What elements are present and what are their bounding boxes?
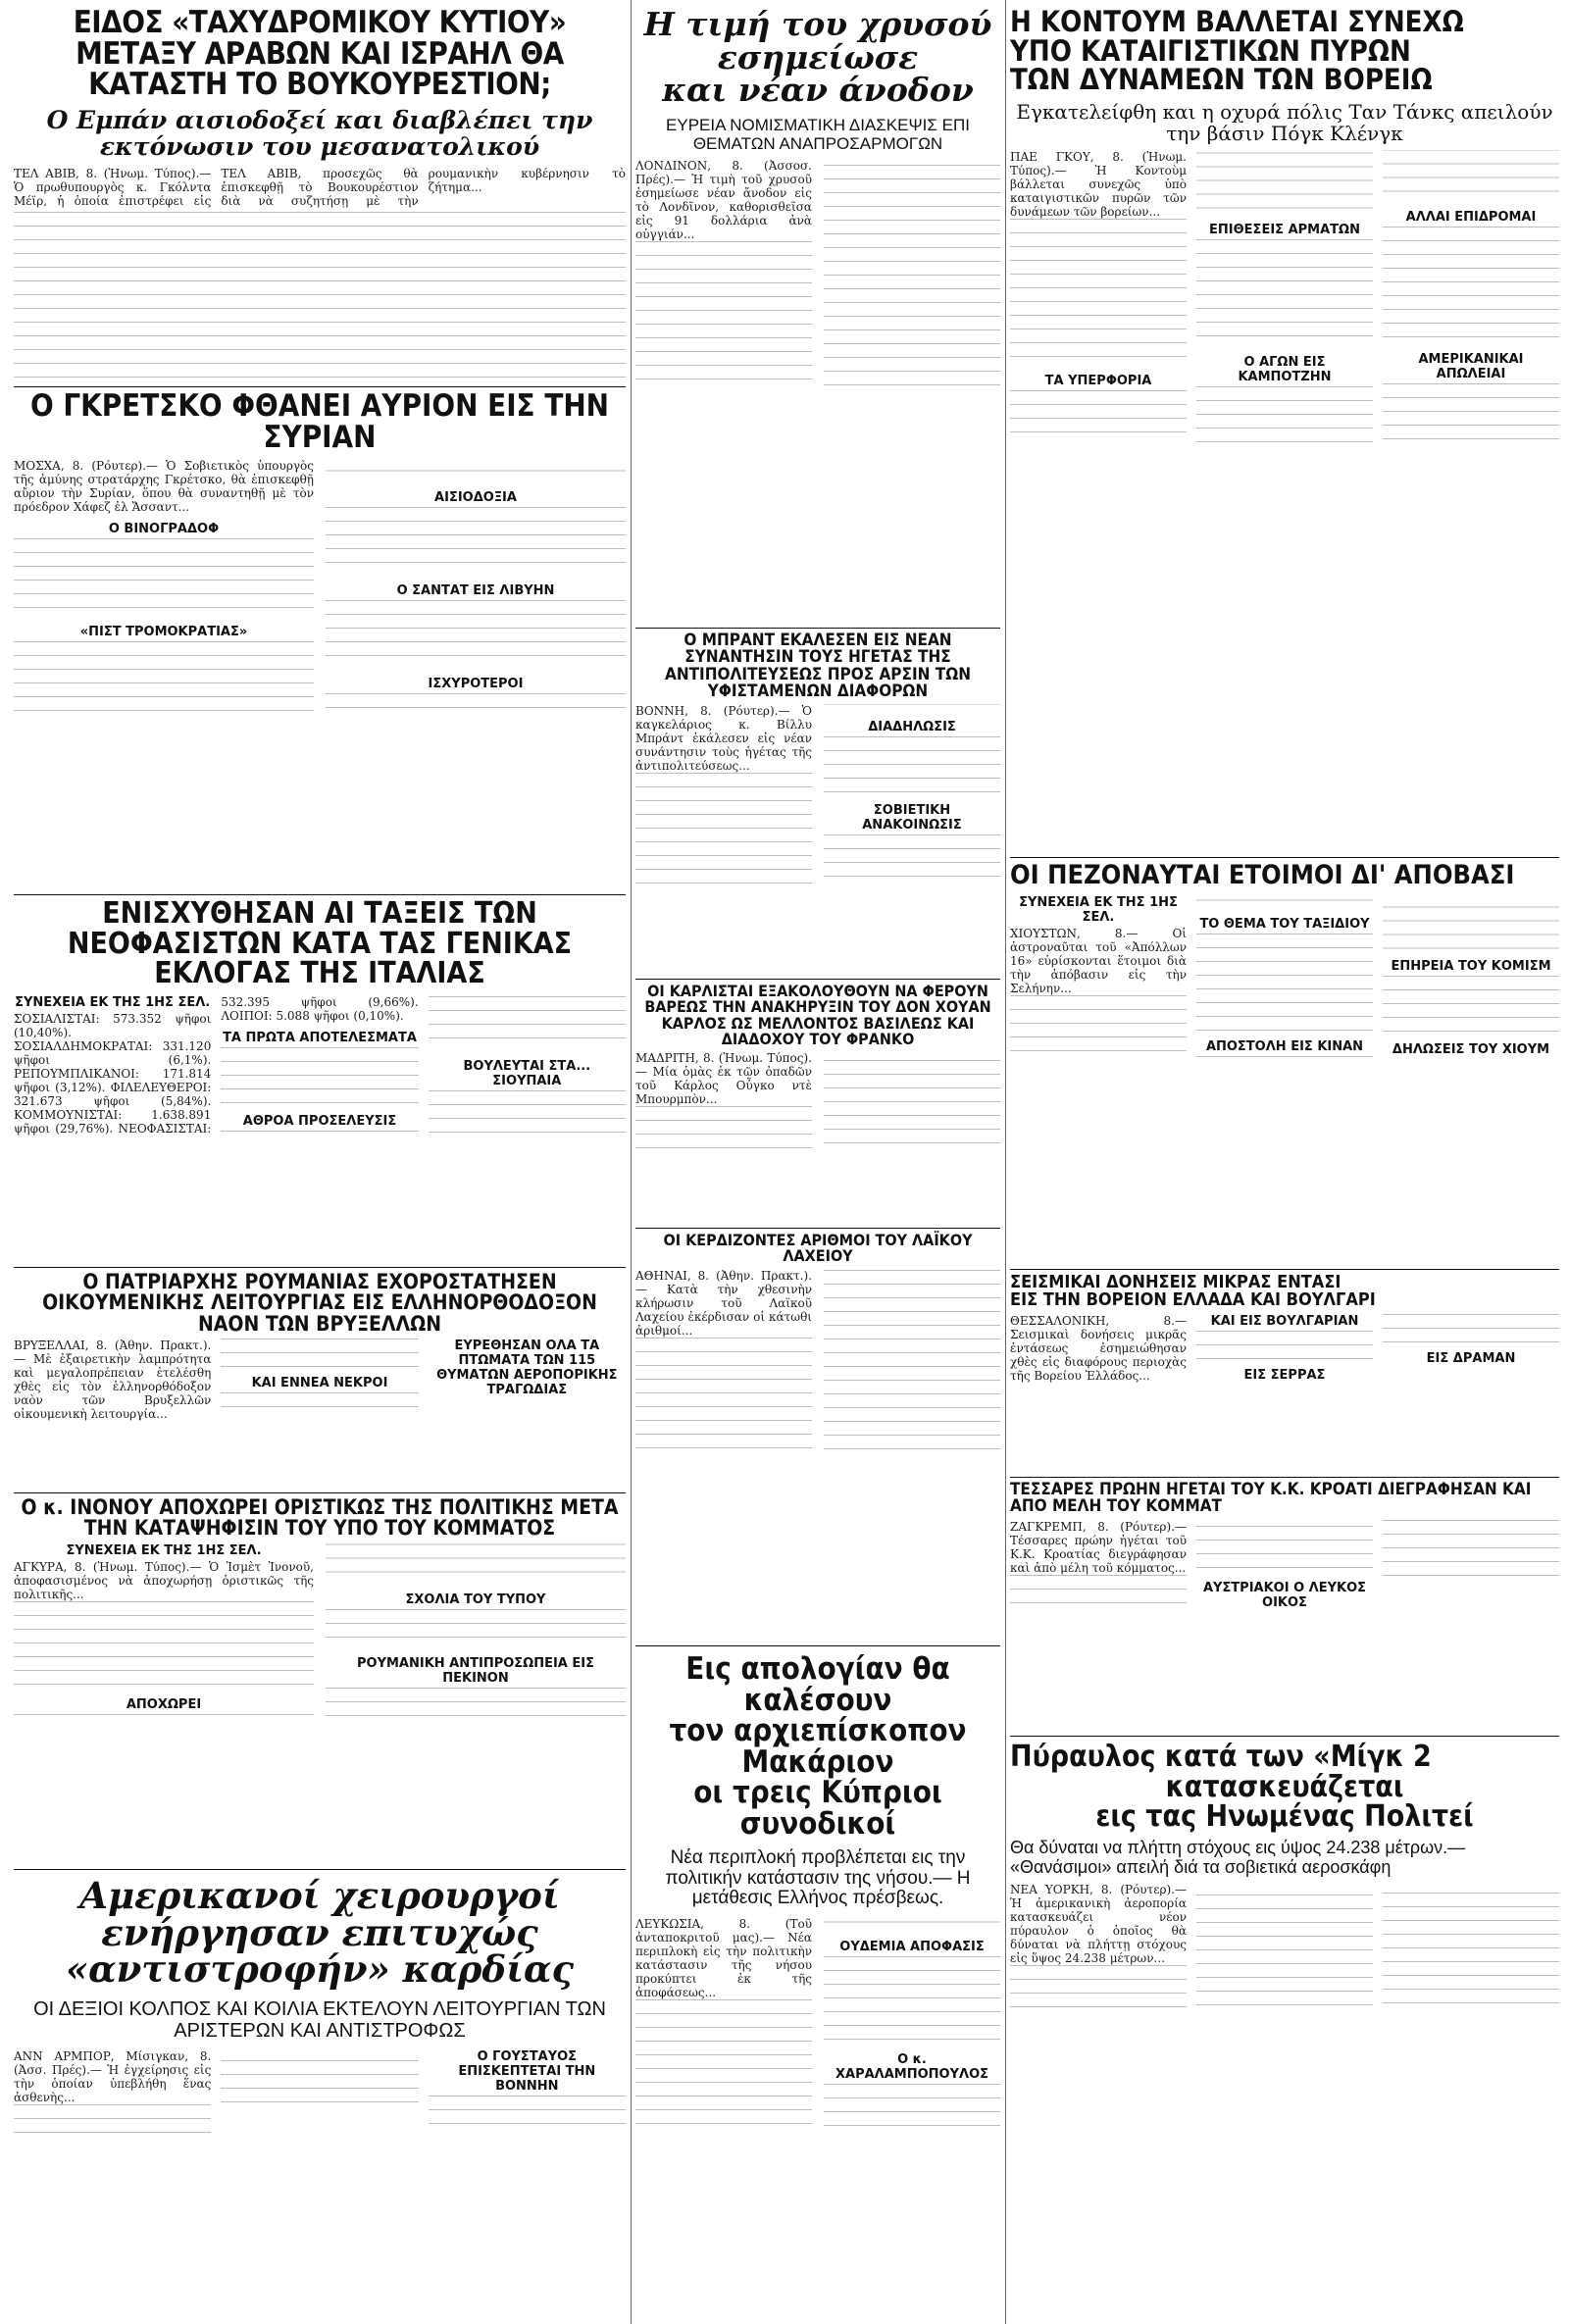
subhead-us-losses: ΑΜΕΡΙΚΑΝΙΚΑΙ ΑΠΩΛΕΙΑΙ xyxy=(1418,352,1524,382)
subhead-tank-attacks: ΕΠΙΘΕΣΕΙΣ ΑΡΜΑΤΩΝ xyxy=(1209,223,1360,238)
text-lines xyxy=(1383,383,1559,442)
body-postbox: ΤΕΛ ΑΒΙΒ, 8. (Ἠνωμ. Τύπος).— Ὁ πρωθυπουργὸς κ. Γκόλντα Μέϊρ, ἡ ὁποία ἐπιστρέφει εἰς ΤΕΛ ΑΒΙΒ, προσεχῶς θὰ ἐπισκεφθῇ τὸ Βουκουρέστιον διὰ νὰ συζητήσῃ μὲ τὴν ρουμανικὴν κυβέρνησιν τὸ ζήτημα... xyxy=(14,166,626,208)
text-lines xyxy=(221,1339,418,1368)
text-lines xyxy=(1196,934,1373,1032)
subhead-serres: ΕΙΣ ΣΕΡΡΑΣ xyxy=(1243,1367,1326,1383)
deck-postbox: Ο Εμπάν αισιοδοξεί και διαβλέπει την εκτόνωσιν του μεσανατολικού xyxy=(46,105,593,162)
headline-gold-line3: και νέαν άνοδον xyxy=(662,71,974,110)
body-grechko: ΜΟΣΧΑ, 8. (Ρόυτερ).— Ὁ Σοβιετικὸς ὑπουργὸς τῆς ἀμύνης στρατάρχης Γκρέτσκο, θὰ ἐπισκεφθῇ αὔριον τὴν Συρίαν, ὅπου θὰ συναντηθῇ μὲ τὸν πρόεδρον Χάφεζ ἐλ Ἄσσαντ... xyxy=(14,459,314,515)
headline-astronauts: ΟΙ ΠΕΖΟΝΑΥΤΑΙ ΕΤΟΙΜΟΙ ΔΙ' ΑΠΟΒΑΣΙ xyxy=(1010,860,1515,890)
continued-label: ΣΥΝΕΧΕΙΑ ΕΚ ΤΗΣ 1ΗΣ ΣΕΛ. xyxy=(1019,894,1178,925)
subhead-vinogradov: Ο ΒΙΝΟΓΡΑΔΟΦ xyxy=(108,522,220,537)
subhead-mps: ΒΟΥΛΕΥΤΑΙ ΣΤΑ... ΣΙΟΥΠΑΙΑ xyxy=(463,1058,591,1088)
subhead-bulgaria: ΚΑΙ ΕΙΣ ΒΟΥΛΓΑΡΙΑΝ xyxy=(1210,1313,1359,1329)
column-divider xyxy=(1005,0,1006,2324)
body-mig: ΝΕΑ ΥΟΡΚΗ, 8. (Ρόυτερ).— Ἡ ἀμερικανικὴ ἀεροπορία κατασκευάζει νέον πύραυλον ὁ ὁποῖος θὰ δύναται νὰ πλήττῃ στόχους εἰς ὕψος 24.238 μέτρων... xyxy=(1010,1883,1187,1966)
headline-croatia: ΤΕΣΣΑΡΕΣ ΠΡΩΗΝ ΗΓΕΤΑΙ ΤΟΥ Κ.Κ. ΚΡΟΑΤΙ ΔΙΕΓΡΑΦΗΣΑΝ ΚΑΙ ΑΠΟ ΜΕΛΗ ΤΟΥ ΚΟΜΜΑΤ xyxy=(1010,1480,1532,1517)
headline-mig-line3: εις τας Ηνωμένας Πολιτεί xyxy=(1095,1799,1474,1835)
body-neofascists: ΣΟΣΙΑΛΙΣΤΑΙ: 573.352 ψῆφοι (10,40%). ΣΟΣΙΑΛΔΗΜΟΚΡΑΤΑΙ: 331.120 ψῆφοι (6,1%). ΡΕΠΟΥΜΠΛΙΚΑΝΟΙ: 171.814 ψῆφοι (3,12%). ΦΙΛΕΛΕΥΘΕΡΟΙ: 321.673 ψῆφοι (5,84%). ΚΟΜΜΟΥΝΙΣΤΑΙ: 1.638.891 ψῆφοι (29,76%). ΝΕΟΦΑΣΙΣΤΑΙ: 532.395 ψῆφοι (9,66%). ΛΟΙΠΟΙ: 5.088 ψῆφοι (0,10%). xyxy=(14,994,419,1136)
body-carlos: ΜΑΔΡΙΤΗ, 8. (Ἠνωμ. Τύπος).— Μία ὁμὰς ἐκ τῶν ὀπαδῶν τοῦ Κάρλος Οὖγκο ντὲ Μπουρμπὸν... xyxy=(635,1051,812,1107)
headline-neofascists: ΕΝΙΣΧΥΘΗΣΑΝ ΑΙ ΤΑΞΕΙΣ ΤΩΝ ΝΕΟΦΑΣΙΣΤΩΝ ΚΑΤΑ ΤΑΣ ΓΕΝΙΚΑΣ ΕΚΛΟΓΑΣ ΤΗΣ ΙΤΑΛΙΑΣ xyxy=(67,896,573,991)
headline-mig-line2: κατασκευάζεται xyxy=(1165,1769,1404,1804)
deck-kontum: Εγκατελείφθη και η οχυρά πόλις Ταν Τάνκς απειλούν την βάσιν Πόγκ Κλένγκ xyxy=(1016,99,1553,145)
headline-mig-line1: Πύραυλος κατά των «Μίγκ 2 xyxy=(1010,1740,1432,1774)
headline-kontum-line2: ΥΠΟ ΚΑΤΑΙΓΙΣΤΙΚΩΝ ΠΥΡΩΝ xyxy=(1010,33,1411,68)
subhead-hume-statements: ΔΗΛΩΣΕΙΣ ΤΟΥ ΧΙΟΥΜ xyxy=(1392,1041,1550,1057)
text-lines xyxy=(1383,1314,1559,1343)
article-carlos xyxy=(635,979,1000,1225)
headline-kontum-line1: Η ΚΟΝΤΟΥΜ ΒΑΛΛΕΤΑΙ ΣΥΝΕΧΩ xyxy=(1010,8,1464,38)
text-lines xyxy=(14,1601,314,1690)
subhead-gustav-bonn: Ο ΓΟΥΣΤΑΥΟΣ ΕΠΙΣΚΕΠΤΕΤΑΙ ΤΗΝ ΒΟΝΝΗΝ xyxy=(458,2049,596,2095)
text-lines xyxy=(1010,219,1187,366)
subhead-turnout: ΑΘΡΟΑ ΠΡΟΣΕΛΕΥΣΙΣ xyxy=(242,1113,397,1129)
subhead-demonstration: ΔΙΑΔΗΛΩΣΙΣ xyxy=(868,719,956,734)
article-neofascists xyxy=(14,894,626,1264)
body-patriarch: ΒΡΥΞΕΛΛΑΙ, 8. (Ἀθην. Πρακτ.).— Μὲ ἐξαιρετικὴν λαμπρότητα καὶ μεγαλοπρέπειαν ἐτελέσθη χθὲς εἰς τὸν ἑλληνορθόδοξον ναὸν τῶν Βρυξελλῶν οἰκουμενικὴ λειτουργία... xyxy=(14,1339,212,1422)
subhead-air-crash: ΕΥΡΕΘΗΣΑΝ ΟΛΑ ΤΑ ΠΤΩΜΑΤΑ ΤΩΝ 115 ΘΥΜΑΤΩΝ ΑΕΡΟΠΟΡΙΚΗΣ ΤΡΑΓΩΔΙΑΣ xyxy=(436,1339,618,1398)
headline-surgeons-line2: ενήργησαν επιτυχώς xyxy=(101,1910,538,1954)
text-lines xyxy=(429,2096,626,2135)
subhead-optimism: ΑΙΣΙΟΔΟΞΙΑ xyxy=(434,489,517,505)
text-lines xyxy=(14,212,626,382)
article-patriarch xyxy=(14,1267,626,1490)
text-lines xyxy=(824,2084,1000,2133)
article-surgeons xyxy=(14,1869,626,2317)
headline-makarios-line3: οι τρεις Κύπριοι συνοδικοί xyxy=(693,1775,942,1843)
deck-mig: Θα δύναται να πλήττη στόχους εις ύψος 24.238 μέτρων.— «Θανάσιμοι» απειλή διά τα σοβιετικά αεροσκάφη xyxy=(1010,1837,1466,1877)
subhead-nine-dead: ΚΑΙ ΕΝΝΕΑ ΝΕΚΡΟΙ xyxy=(251,1376,388,1391)
subhead-overloads: ΤΑ ΥΠΕΡΦΟΡΙΑ xyxy=(1044,373,1152,388)
deck-makarios: Νέα περιπλοκή προβλέπεται εις την πολιτικήν κατάστασιν της νήσου.— Η μετάθεσις Ελλήνος πρέσβεως. xyxy=(665,1846,971,1909)
article-gold xyxy=(635,8,1000,624)
text-lines xyxy=(824,736,1000,795)
body-astronauts: ΧΙΟΥΣΤΩΝ, 8.— Οἱ ἀστροναῦται τοῦ «Ἀπόλλων 16» εὑρίσκονται ἕτοιμοι διὰ τὴν ἀπόβασιν εἰς τὴν Σελήνην... xyxy=(1010,926,1187,995)
headline-patriarch: Ο ΠΑΤΡΙΑΡΧΗΣ ΡΟΥΜΑΝΙΑΣ ΕΧΟΡΟΣΤΑΤΗΣΕΝ ΟΙΚΟΥΜΕΝΙΚΗΣ ΛΕΙΤΟΥΡΓΙΑΣ ΕΙΣ ΕΛΛΗΝΟΡΘΟΔΟΞΟΝ ΝΑΟΝ ΤΩΝ ΒΡΥΞΕΛΛΩΝ xyxy=(42,1270,597,1336)
continued-label: ΣΥΝΕΧΕΙΑ ΕΚ ΤΗΣ 1ΗΣ ΣΕΛ. xyxy=(15,994,211,1010)
text-lines xyxy=(14,538,314,617)
headline-surgeons-line3: «αντιστροφήν» καρδίας xyxy=(66,1947,574,1992)
subhead-soviet-announcement: ΣΟΒΙΕΤΙΚΗ ΑΝΑΚΟΙΝΩΣΙΣ xyxy=(862,802,962,833)
column-left xyxy=(14,0,626,2324)
body-inonu: ΑΓΚΥΡΑ, 8. (Ἠνωμ. Τύπος).— Ὁ Ἰσμὲτ Ἰνονοῦ, ἀποφασισμένος νὰ ἀποχωρήσῃ ὁριστικῶς τῆς πολιτικῆς... xyxy=(14,1559,314,1601)
article-croatia xyxy=(1010,1477,1559,1733)
body-makarios: ΛΕΥΚΩΣΙΑ, 8. (Τοῦ ἀνταποκριτοῦ μας).— Νέα περιπλοκὴ εἰς τὴν πολιτικὴν κατάστασιν τῆς νήσου προκύπτει ἐκ τῆς ἀποφάσεως... xyxy=(635,1917,812,2000)
headline-carlos: ΟΙ ΚΑΡΛΙΣΤΑΙ ΕΞΑΚΟΛΟΥΘΟΥΝ ΝΑ ΦΕΡΟΥΝ ΒΑΡΕΩΣ ΤΗΝ ΑΝΑΚΗΡΥΞΙΝ ΤΟΥ ΔΟΝ ΧΟΥΑΝ ΚΑΡΛΟΣ ΩΣ ΜΕΛΛΟΝΤΟΣ ΒΑΣΙΛΕΩΣ ΚΑΙ ΔΙΑΔΟΧΟΥ ΤΟΥ ΦΡΑΝΚΟ xyxy=(644,982,991,1048)
subhead-mission-china: ΑΠΟΣΤΟΛΗ ΕΙΣ ΚΙΝΑΝ xyxy=(1205,1039,1364,1055)
body-kontum: ΠΑΕ ΓΚΟΥ, 8. (Ἠνωμ. Τύπος).— Ἡ Κοντοὺμ βάλλεται συνεχῶς ὑπὸ καταιγιστικῶν πυρῶν τῶν δυνάμεων τῶν βορείων... xyxy=(1010,149,1187,219)
subhead-charalambopoulos: Ο κ. ΧΑΡΑΛΑΜΠΟΠΟΥΛΟΣ xyxy=(835,2051,988,2082)
headline-gold-line1: Η τιμή του χρυσού xyxy=(643,8,992,43)
body-quake: ΘΕΣΣΑΛΟΝΙΚΗ, 8.— Σεισμικαὶ δονήσεις μικρᾶς ἐντάσεως ἐσημειώθησαν χθὲς εἰς διαφόρους περιοχὰς τῆς Βορείου Ἑλλάδος... xyxy=(1010,1313,1187,1383)
text-lines xyxy=(221,1047,418,1106)
headline-lottery: ΟΙ ΚΕΡΔΙΖΟΝΤΕΣ ΑΡΙΘΜΟΙ ΤΟΥ ΛΑΪΚΟΥ ΛΑΧΕΙΟΥ xyxy=(663,1231,973,1266)
subhead-first-results: ΤΑ ΠΡΩΤΑ ΑΠΟΤΕΛΕΣΜΑΤΑ xyxy=(223,1030,417,1045)
column-middle xyxy=(635,0,1000,2324)
article-mig xyxy=(1010,1736,1559,2317)
headline-brandt: Ο ΜΠΡΑΝΤ ΕΚΑΛΕΣΕΝ ΕΙΣ ΝΕΑΝ ΣΥΝΑΝΤΗΣΙΝ ΤΟΥΣ ΗΓΕΤΑΣ ΤΗΣ ΑΝΤΙΠΟΛΙΤΕΥΣΕΩΣ ΠΡΟΣ ΑΡΣΙΝ ΤΩΝ ΥΦΙΣΤΑΜΕΝΩΝ ΔΙΑΦΟΡΩΝ xyxy=(664,631,972,701)
subhead-influence: ΕΠΗΡΕΙΑ ΤΟΥ ΚΟΜΙΣΜ xyxy=(1391,958,1551,974)
article-inonu xyxy=(14,1492,626,1866)
text-lines xyxy=(326,1609,626,1648)
column-divider xyxy=(631,0,632,2324)
headline-quake-line1: ΣΕΙΣΜΙΚΑΙ ΔΟΝΗΣΕΙΣ ΜΙΚΡΑΣ ΕΝΤΑΣΙ xyxy=(1010,1272,1341,1292)
article-makarios xyxy=(635,1645,1000,2317)
headline-inonu: Ο κ. ΙΝΟΝΟΥ ΑΠΟΧΩΡΕΙ ΟΡΙΣΤΙΚΩΣ ΤΗΣ ΠΟΛΙΤΙΚΗΣ ΜΕΤΑ ΤΗΝ ΚΑΤΑΨΗΦΙΣΙΝ ΤΟΥ ΥΠΟ ΤΟΥ ΚΟΜΜΑΤΟΣ xyxy=(21,1495,619,1541)
subhead-trip-topic: ΤΟ ΘΕΜΑ ΤΟΥ ΤΑΞΙΔΙΟΥ xyxy=(1199,917,1370,933)
text-lines xyxy=(1196,1331,1373,1360)
text-lines xyxy=(221,1392,418,1412)
article-postbox xyxy=(14,8,626,382)
body-lottery: ΑΘΗΝΑΙ, 8. (Ἀθην. Πρακτ.).— Κατὰ τὴν χθεσινὴν κλήρωσιν τοῦ Λαϊκοῦ Λαχείου ἐκέρδισαν οἱ κάτωθι ἀριθμοί... xyxy=(635,1268,812,1338)
deck-gold: ΕΥΡΕΙΑ ΝΟΜΙΣΜΑΤΙΚΗ ΔΙΑΣΚΕΨΙΣ ΕΠΙ ΘΕΜΑΤΩΝ ΑΝΑΠΡΟΣΑΡΜΟΓΩΝ xyxy=(666,115,970,153)
article-astronauts xyxy=(1010,857,1559,1266)
headline-grechko: Ο ΓΚΡΕΤΣΚΟ ΦΘΑΝΕΙ ΑΥΡΙΟΝ ΕΙΣ ΤΗΝ ΣΥΡΙΑΝ xyxy=(29,388,610,455)
deck-surgeons: ΟΙ ΔΕΞΙΟΙ ΚΟΛΠΟΣ ΚΑΙ ΚΟΙΛΙΑ ΕΚΤΕΛΟΥΝ ΛΕΙΤΟΥΡΓΙΑΝ ΤΩΝ ΑΡΙΣΤΕΡΩΝ ΚΑΙ ΑΝΤΙΣΤΡΟΦΩΣ xyxy=(33,1998,606,2043)
subhead-withdraws: ΑΠΟΧΩΡΕΙ xyxy=(126,1696,202,1712)
headline-kontum-line3: ΤΩΝ ΔΥΝΑΜΕΩΝ ΤΩΝ ΒΟΡΕΙΩ xyxy=(1010,63,1433,97)
article-kontum xyxy=(1010,8,1559,853)
article-grechko xyxy=(14,386,626,891)
text-lines xyxy=(326,507,626,576)
body-croatia: ΖΑΓΚΡΕΜΠ, 8. (Ρόυτερ).— Τέσσαρες πρώην ἡγέται τοῦ Κ.Κ. Κροατίας διεγράφησαν καὶ ἀπὸ μέλη τοῦ κόμματος... xyxy=(1010,1519,1187,1575)
subhead-sadat-libya: Ο ΣΑΝΤΑΤ ΕΙΣ ΛΙΒΥΗΝ xyxy=(396,582,555,598)
headline-makarios-line1: Εις απολογίαν θα καλέσουν xyxy=(685,1651,950,1718)
column-right xyxy=(1010,0,1559,2324)
text-lines xyxy=(1196,239,1373,347)
article-lottery xyxy=(635,1228,1000,1642)
text-lines xyxy=(1383,1520,1559,1579)
continued-label: ΣΥΝΕΧΕΙΑ ΕΚ ΤΗΣ 1ΗΣ ΣΕΛ. xyxy=(66,1542,262,1558)
article-quake xyxy=(1010,1269,1559,1474)
text-lines xyxy=(429,1090,626,1139)
headline-surgeons-line1: Αμερικανοί χειρουργοί xyxy=(79,1874,560,1917)
text-lines xyxy=(1383,976,1559,1035)
text-lines xyxy=(326,1688,626,1727)
headline-gold-line2: εσημείωσε xyxy=(717,37,919,76)
article-brandt xyxy=(635,628,1000,976)
subhead-terror: «ΠΙΣΤ ΤΡΟΜΟΚΡΑΤΙΑΣ» xyxy=(79,625,248,640)
body-brandt: ΒΟΝΝΗ, 8. (Ρόυτερ).— Ὁ καγκελάριος κ. Βίλλυ Μπράντ ἐκάλεσεν εἰς νέαν συνάντησιν τοὺς ἡγέτας τῆς ἀντιπολιτεύσεως... xyxy=(635,704,812,774)
headline-postbox: ΕΙΔΟΣ «ΤΑΧΥΔΡΟΜΙΚΟΥ ΚΥΤΙΟΥ» ΜΕΤΑΞΥ ΑΡΑΒΩΝ ΚΑΙ ΙΣΡΑΗΛ ΘΑ ΚΑΤΑΣΤΗ ΤΟ ΒΟΥΚΟΥΡΕΣΤΙΟΝ; xyxy=(73,8,567,103)
text-lines xyxy=(824,1956,1000,2045)
subhead-white-house: ΑΥΣΤΡΙΑΚΟΙ Ο ΛΕΥΚΟΣ ΟΙΚΟΣ xyxy=(1202,1580,1367,1610)
subhead-cambodia: Ο ΑΓΩΝ ΕΙΣ ΚΑΜΠΟΤΖΗΝ xyxy=(1238,355,1332,385)
subhead-drama: ΕΙΣ ΔΡΑΜΑΝ xyxy=(1426,1350,1516,1366)
subhead-romanian-delegation: ΡΟΥΜΑΝΙΚΗ ΑΝΤΙΠΡΟΣΩΠΕΙΑ ΕΙΣ ΠΕΚΙΝΟΝ xyxy=(356,1656,594,1687)
subhead-stronger: ΙΣΧΥΡΟΤΕΡΟΙ xyxy=(428,676,524,691)
headline-quake-line2: ΕΙΣ ΤΗΝ ΒΟΡΕΙΟΝ ΕΛΛΑΔΑ ΚΑΙ ΒΟΥΛΓΑΡΙ xyxy=(1010,1289,1376,1311)
subhead-no-decision: ΟΥΔΕΜΙΑ ΑΠΟΦΑΣΙΣ xyxy=(839,1939,985,1954)
text-lines xyxy=(1383,227,1559,344)
text-lines xyxy=(326,600,626,669)
text-lines xyxy=(824,834,1000,884)
body-surgeons: ΑΝΝ ΑΡΜΠΟΡ, Μίσιγκαν, 8. (Ἀσσ. Πρές).— Ἡ ἐγχείρησις εἰς τὴν ὁποίαν ὑπεβλήθη ἕνας ἀσθενὴς... xyxy=(14,2049,212,2105)
body-gold: ΛΟΝΔΙΝΟΝ, 8. (Ἀσσοσ. Πρές).— Ἡ τιμὴ τοῦ χρυσοῦ ἐσημείωσε νέαν ἄνοδον εἰς τὸ Λονδῖνον, καθορισθεῖσα εἰς 91 δολλάρια ἀνὰ οὐγγιάν... xyxy=(635,159,812,242)
subhead-other-raids: ΑΛΛΑΙ ΕΠΙΔΡΟΜΑΙ xyxy=(1405,210,1537,226)
headline-makarios-line2: τον αρχιεπίσκοπον Μακάριον xyxy=(669,1713,967,1780)
text-lines xyxy=(326,693,626,713)
subhead-press: ΣΧΟΛΙΑ ΤΟΥ ΤΥΠΟΥ xyxy=(405,1592,546,1608)
